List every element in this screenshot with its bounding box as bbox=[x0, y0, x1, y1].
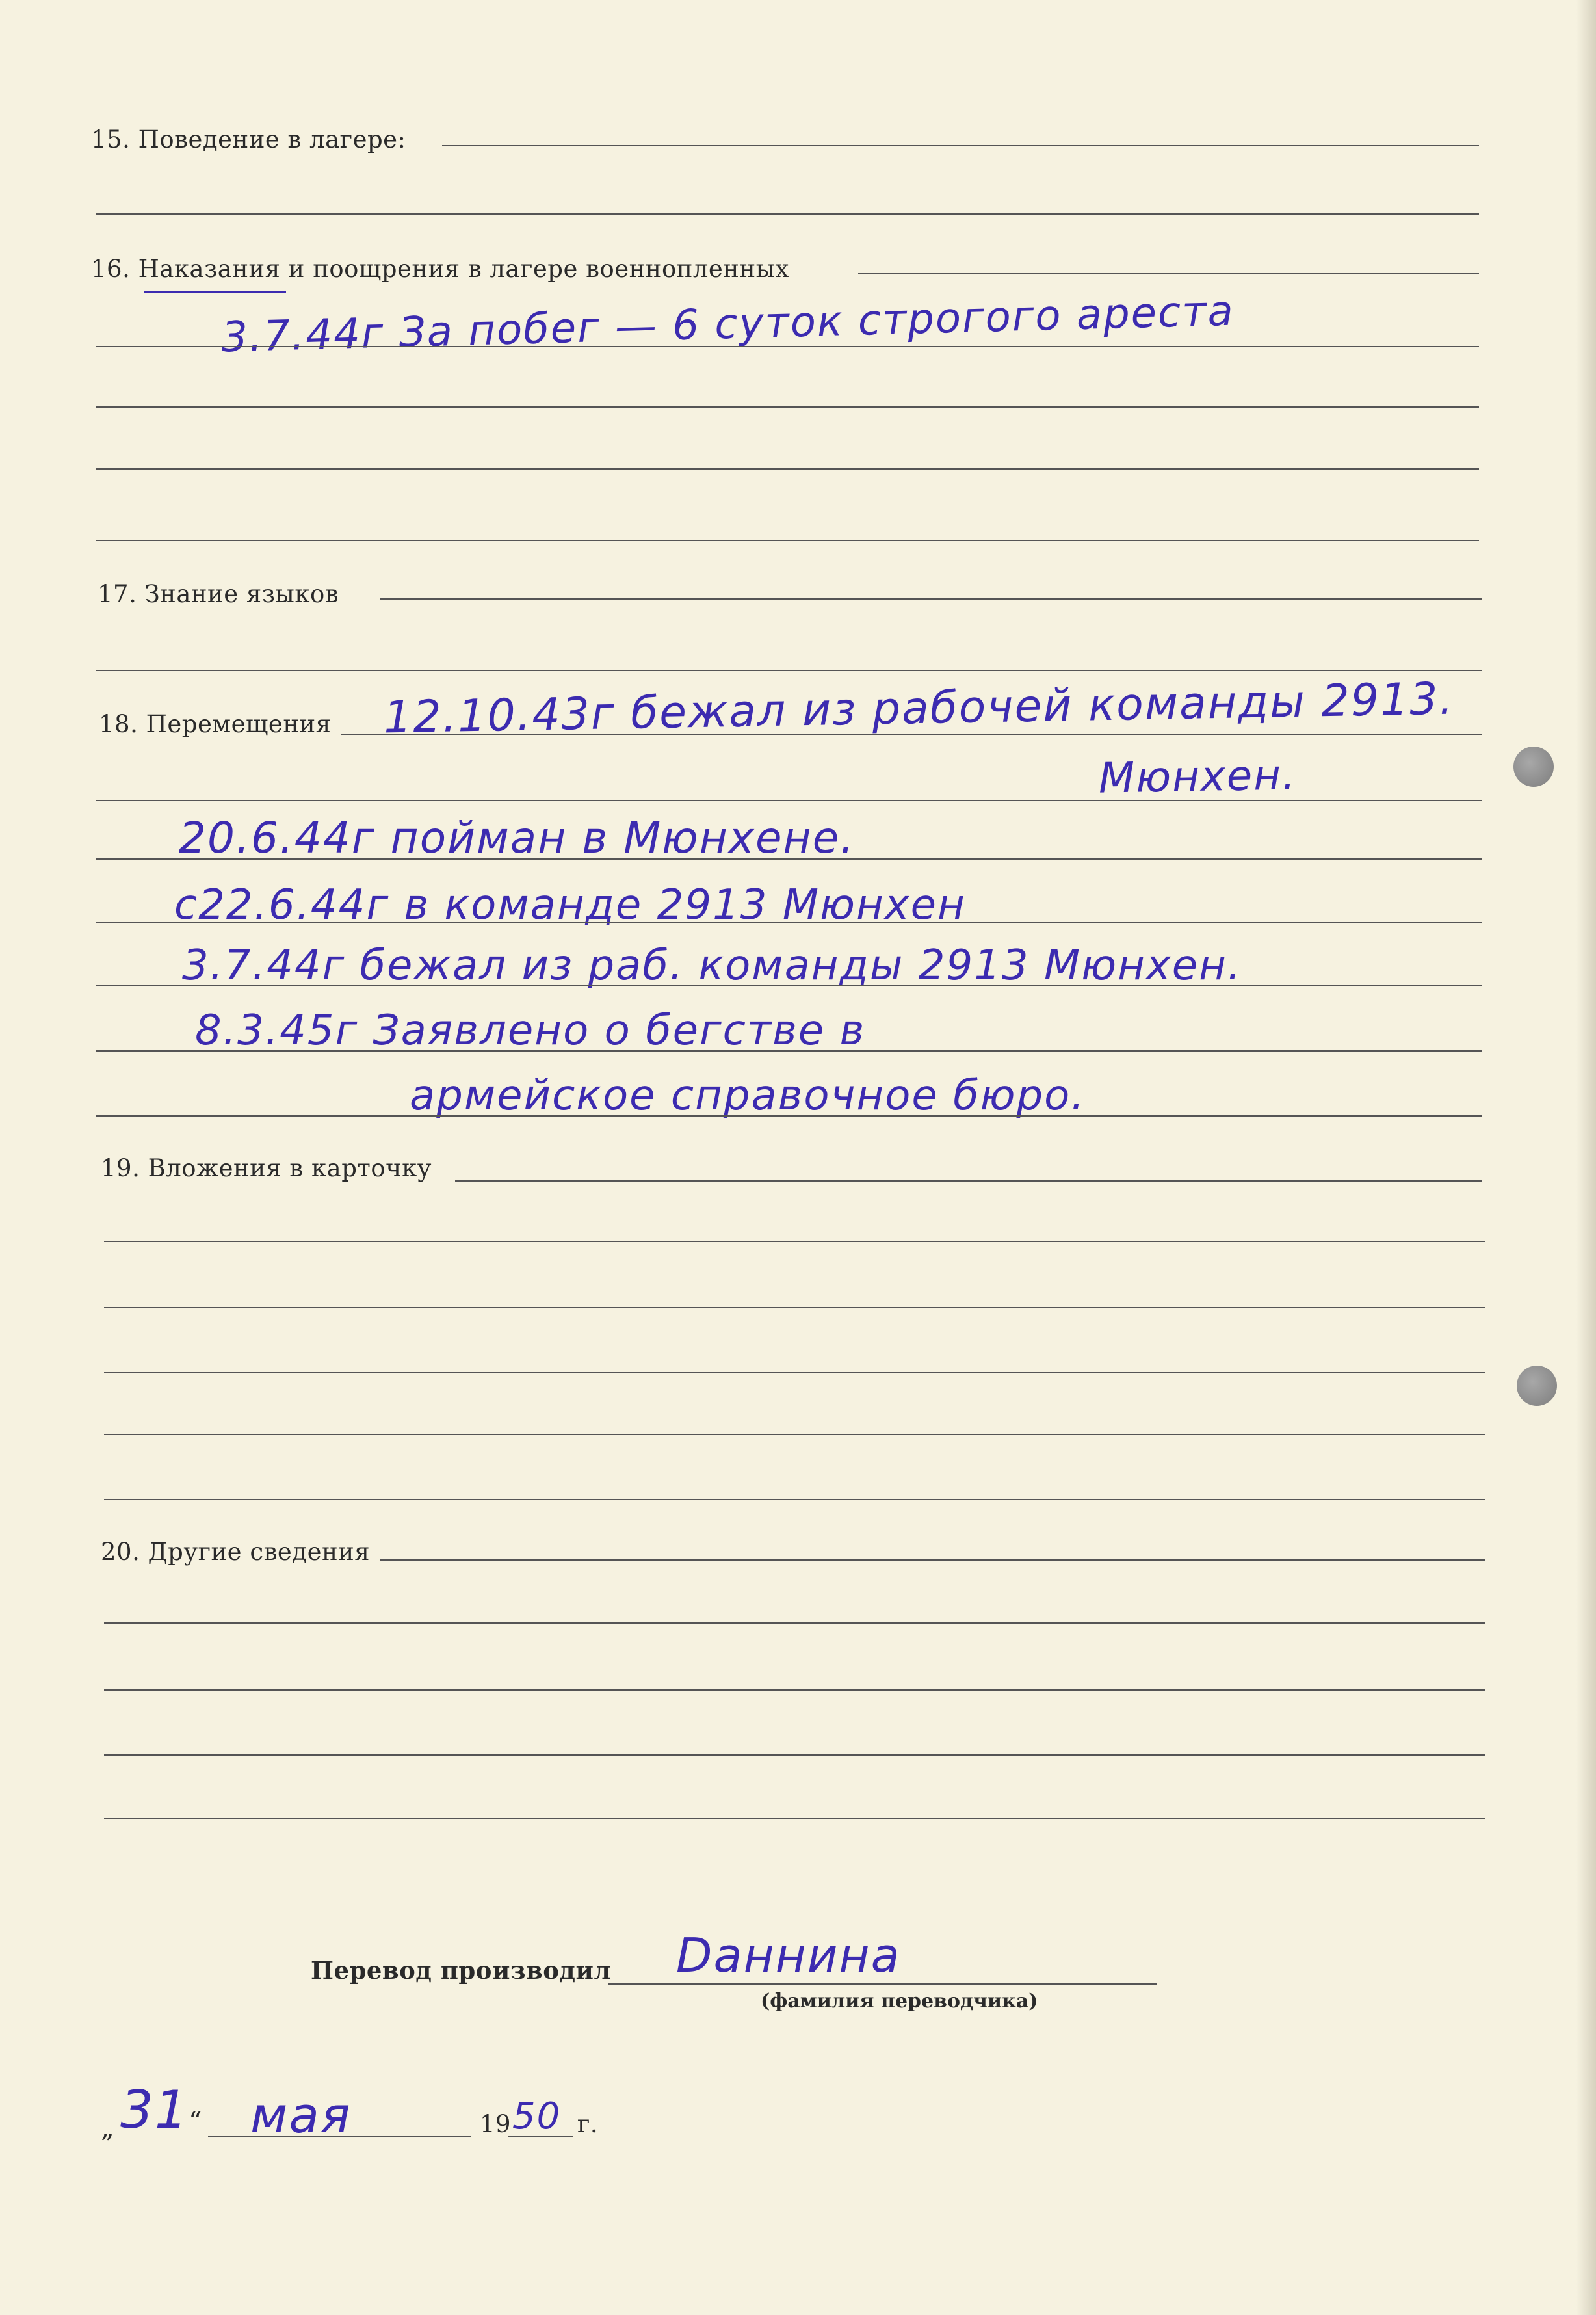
punch-hole-top bbox=[1513, 747, 1554, 787]
field-16-line-1 bbox=[858, 273, 1479, 274]
date-year-prefix: 19 bbox=[480, 2110, 512, 2138]
translator-signature: Dаннина bbox=[676, 1928, 901, 1983]
field-16-label-rest: и поощрения в лагере военнопленных bbox=[288, 255, 789, 283]
date-open-quote: „ bbox=[101, 2113, 115, 2143]
handwritten-underline bbox=[144, 291, 286, 293]
field-15-line-2 bbox=[96, 213, 1479, 215]
field-18-line-3 bbox=[96, 858, 1482, 860]
field-20-line-1 bbox=[380, 1559, 1485, 1561]
date-close-quote: “ bbox=[189, 2107, 202, 2137]
field-19-line-5 bbox=[104, 1434, 1485, 1435]
field-18-line-7 bbox=[96, 1115, 1482, 1117]
field-20-line-3 bbox=[104, 1689, 1485, 1691]
field-17-line-2 bbox=[96, 670, 1482, 671]
field-16-label bbox=[91, 255, 789, 283]
field-18-line-5 bbox=[96, 985, 1482, 986]
field-18-entry-4: с22.6.44г в команде 2913 Мюнхен bbox=[174, 881, 966, 929]
punch-hole-bottom bbox=[1517, 1366, 1557, 1406]
field-18-entry-2: Мюнхен. bbox=[1098, 751, 1297, 803]
field-16-word-punishments: Наказания bbox=[138, 255, 281, 283]
field-18-entry-6: 8.3.45г Заявлено о бегстве в bbox=[195, 1007, 866, 1055]
field-18-label: 18. Перемещения bbox=[99, 710, 332, 738]
date-month: мая bbox=[250, 2086, 352, 2144]
page-edge-shadow bbox=[1576, 0, 1596, 2315]
field-19-label: 19. Вложения в карточку bbox=[101, 1154, 432, 1182]
field-17-line-1 bbox=[380, 598, 1482, 600]
field-19-line-2 bbox=[104, 1241, 1485, 1242]
date-year-suffix: 50 bbox=[512, 2095, 562, 2137]
field-16-number: 16. bbox=[91, 255, 131, 283]
date-day: 31 bbox=[120, 2080, 189, 2140]
field-19-line-6 bbox=[104, 1499, 1485, 1500]
field-18-line-2 bbox=[96, 800, 1482, 801]
field-20-line-2 bbox=[104, 1622, 1485, 1624]
field-16-entry-1: 3.7.44г За побег — 6 суток строгого ареста bbox=[220, 287, 1235, 362]
field-18-line-4 bbox=[96, 922, 1482, 923]
translator-label: Перевод производил bbox=[311, 1956, 612, 1985]
field-15-label: 15. Поведение в лагере: bbox=[91, 126, 406, 153]
field-20-line-5 bbox=[104, 1818, 1485, 1819]
field-19-line-4 bbox=[104, 1372, 1485, 1373]
translator-caption: (фамилия переводчика) bbox=[761, 1990, 1038, 2013]
field-16-line-4 bbox=[96, 468, 1479, 470]
field-18-entry-1: 12.10.43г бежал из рабочей команды 2913. bbox=[383, 673, 1455, 744]
date-g: г. bbox=[577, 2110, 599, 2138]
field-17-label: 17. Знание языков bbox=[98, 580, 339, 608]
field-15-line-1 bbox=[442, 145, 1479, 146]
field-20-label: 20. Другие сведения bbox=[101, 1538, 371, 1566]
field-18-line-6 bbox=[96, 1050, 1482, 1052]
field-20-line-4 bbox=[104, 1754, 1485, 1756]
field-16-line-5 bbox=[96, 540, 1479, 541]
field-18-entry-7: армейское справочное бюро. bbox=[410, 1072, 1086, 1120]
translator-signature-line bbox=[608, 1983, 1157, 1985]
field-16-line-3 bbox=[96, 406, 1479, 408]
field-18-entry-3: 20.6.44г пойман в Мюнхене. bbox=[179, 813, 856, 863]
field-19-line-3 bbox=[104, 1307, 1485, 1308]
field-19-line-1 bbox=[455, 1180, 1482, 1182]
field-18-entry-5: 3.7.44г бежал из раб. команды 2913 Мюнхен. bbox=[182, 942, 1242, 990]
field-16-line-2 bbox=[96, 346, 1479, 347]
